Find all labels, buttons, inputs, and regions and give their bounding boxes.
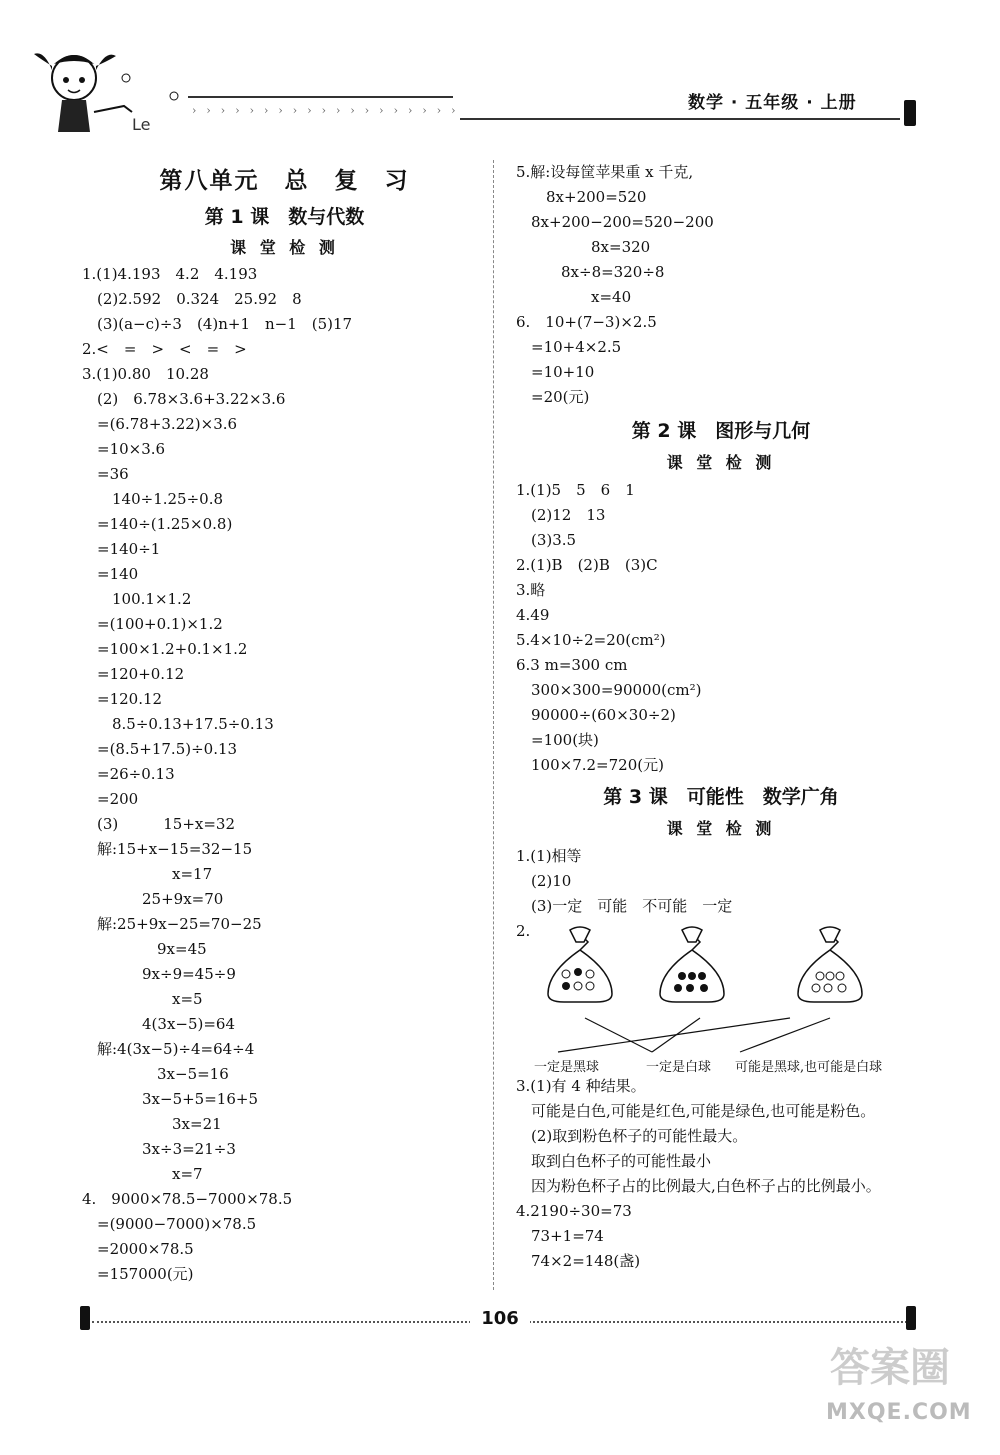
bag-1	[548, 927, 612, 1002]
answer-line: 3.(1)有 4 种结果。	[516, 1077, 646, 1095]
answer-line: 3.(1)0.80 10.28	[82, 365, 209, 383]
answer-line: =120.12	[82, 690, 163, 708]
answer-line: 6.3 m=300 cm	[516, 656, 628, 674]
answer-line: =100(块)	[516, 731, 599, 749]
girl-mascot-icon	[14, 40, 189, 140]
header-rule	[188, 96, 453, 98]
answer-line: 140÷1.25÷0.8	[82, 490, 224, 508]
answer-line: 90000÷(60×30÷2)	[516, 706, 676, 724]
bag-label-1: 一定是黑球	[534, 1060, 600, 1075]
answer-line: 3x−5+5=16+5	[82, 1090, 258, 1108]
lesson3-answers-continued	[516, 1074, 926, 1274]
answer-line: =26÷0.13	[82, 765, 175, 783]
answer-line: =20(元)	[516, 388, 590, 406]
answer-line: 100.1×1.2	[82, 590, 192, 608]
answer-line: 4.2190÷30=73	[516, 1202, 632, 1220]
page-number: 106	[470, 1308, 530, 1329]
answer-line: 74×2=148(盏)	[516, 1252, 641, 1270]
answer-line: 3.略	[516, 581, 546, 599]
answer-line: 5.解:设每筐苹果重 x 千克,	[516, 163, 694, 181]
header-rule-right	[460, 118, 900, 120]
answer-line: x=17	[82, 865, 213, 883]
answer-line: =100×1.2+0.1×1.2	[82, 640, 248, 658]
probability-bags-figure	[540, 922, 920, 1072]
answer-line: x=5	[82, 990, 203, 1008]
lesson2-answers	[516, 478, 926, 778]
answer-line: x=40	[516, 288, 632, 306]
answer-line: 可能是白色,可能是红色,可能是绿色,也可能是粉色。	[516, 1102, 876, 1120]
answer-line: =36	[82, 465, 129, 483]
answer-line: (2)取到粉色杯子的可能性最大。	[516, 1127, 748, 1145]
answer-line: =120+0.12	[82, 665, 185, 683]
answer-line: 因为粉色杯子占的比例最大,白色杯子占的比例最小。	[516, 1177, 881, 1195]
answer-line: 3x÷3=21÷3	[82, 1140, 236, 1158]
lesson2-subtitle: 课 堂 检 测	[666, 453, 776, 472]
answer-line: (3)(a−c)÷3 (4)n+1 n−1 (5)17	[82, 315, 353, 333]
answer-line: 3x=21	[82, 1115, 222, 1133]
answer-line: 3x−5=16	[82, 1065, 229, 1083]
answer-line: 5.4×10÷2=20(cm²)	[516, 631, 666, 649]
answer-line: =140	[82, 565, 139, 583]
watermark-logo: 答案圈	[830, 1344, 950, 1391]
answer-line: 2.< = > < = >	[82, 340, 247, 358]
watermark-text: MXQE.COM	[826, 1400, 972, 1425]
answer-line: 8x+200−200=520−200	[516, 213, 714, 231]
lesson3-title: 第 3 课 可能性 数学广角	[603, 786, 839, 808]
answer-line: =(8.5+17.5)÷0.13	[82, 740, 238, 758]
answer-line: 300×300=90000(cm²)	[516, 681, 702, 699]
answer-line: 解:4(3x−5)÷4=64÷4	[82, 1040, 255, 1058]
answer-line: 4.49	[516, 606, 550, 624]
bag-label-3: 可能是黑球,也可能是白球	[735, 1060, 883, 1075]
answer-line: (2) 6.78×3.6+3.22×3.6	[82, 390, 286, 408]
answer-line: =10+4×2.5	[516, 338, 622, 356]
right-column	[516, 160, 926, 944]
answer-line: 8.5÷0.13+17.5÷0.13	[82, 715, 274, 733]
answer-line: 25+9x=70	[82, 890, 224, 908]
unit-title: 第八单元 总 复 习	[159, 168, 410, 194]
answer-line: (3) 15+x=32	[82, 815, 236, 833]
lesson3-answers-lines	[516, 1074, 926, 1274]
answer-line: 6. 10+(7−3)×2.5	[516, 313, 657, 331]
answer-line: 9x÷9=45÷9	[82, 965, 236, 983]
answer-line: =200	[82, 790, 139, 808]
answer-line: (2)10	[516, 872, 572, 890]
answer-line: (2)2.592 0.324 25.92 8	[82, 290, 302, 308]
answer-line: 1.(1)5 5 6 1	[516, 481, 635, 499]
answer-line: =157000(元)	[82, 1265, 194, 1283]
answer-line: 8x=320	[516, 238, 651, 256]
answer-line: 解:15+x−15=32−15	[82, 840, 253, 858]
bag-3	[798, 927, 862, 1002]
lesson2-title: 第 2 课 图形与几何	[631, 420, 811, 442]
column-divider	[493, 160, 494, 1290]
header-arrows-decoration: ›››››››››››››››››››	[192, 104, 466, 117]
bag-label-2: 一定是白球	[646, 1060, 712, 1075]
answer-line: 4(3x−5)=64	[82, 1015, 236, 1033]
answer-line: =(6.78+3.22)×3.6	[82, 415, 238, 433]
answer-line: =10×3.6	[82, 440, 166, 458]
answer-line: =10+10	[516, 363, 595, 381]
answer-line: 4. 9000×78.5−7000×78.5	[82, 1190, 293, 1208]
bag-2	[660, 927, 724, 1002]
header-tab-marker	[904, 100, 916, 126]
answer-line: 1.(1)4.193 4.2 4.193	[82, 265, 258, 283]
lesson1-subtitle: 课 堂 检 测	[230, 238, 339, 257]
answer-line: =(9000−7000)×78.5	[82, 1215, 257, 1233]
svg-text:Le: Le	[132, 115, 151, 134]
answer-line: 1.(1)相等	[516, 847, 582, 865]
answer-line: 2.(1)B (2)B (3)C	[516, 556, 658, 574]
answer-line: x=7	[82, 1165, 203, 1183]
answer-line: (3)一定 可能 不可能 一定	[516, 897, 733, 915]
left-column	[82, 162, 487, 1287]
answer-line: =(100+0.1)×1.2	[82, 615, 223, 633]
answer-line: 2.	[516, 922, 531, 940]
answer-line: 100×7.2=720(元)	[516, 756, 664, 774]
answer-line: =140÷1	[82, 540, 161, 558]
lesson1-title: 第 1 课 数与代数	[204, 206, 365, 228]
lesson3-subtitle: 课 堂 检 测	[666, 819, 776, 838]
book-title: 数学 · 五年级 · 上册	[688, 93, 857, 113]
answer-line: 解:25+9x−25=70−25	[82, 915, 262, 933]
answer-line: =2000×78.5	[82, 1240, 194, 1258]
answer-line: 9x=45	[82, 940, 207, 958]
answer-line: 取到白色杯子的可能性最小	[516, 1152, 712, 1170]
answer-line: 8x÷8=320÷8	[516, 263, 665, 281]
lesson1-answers	[82, 262, 487, 1287]
answer-line: 8x+200=520	[516, 188, 647, 206]
answer-line: 73+1=74	[516, 1227, 604, 1245]
answer-line: =140÷(1.25×0.8)	[82, 515, 233, 533]
footer-tab-right	[906, 1306, 916, 1330]
answer-line: (2)12 13	[516, 506, 606, 524]
answer-line: (3)3.5	[516, 531, 577, 549]
lesson1-answers-continued	[516, 160, 926, 410]
footer-tab-left	[80, 1306, 90, 1330]
